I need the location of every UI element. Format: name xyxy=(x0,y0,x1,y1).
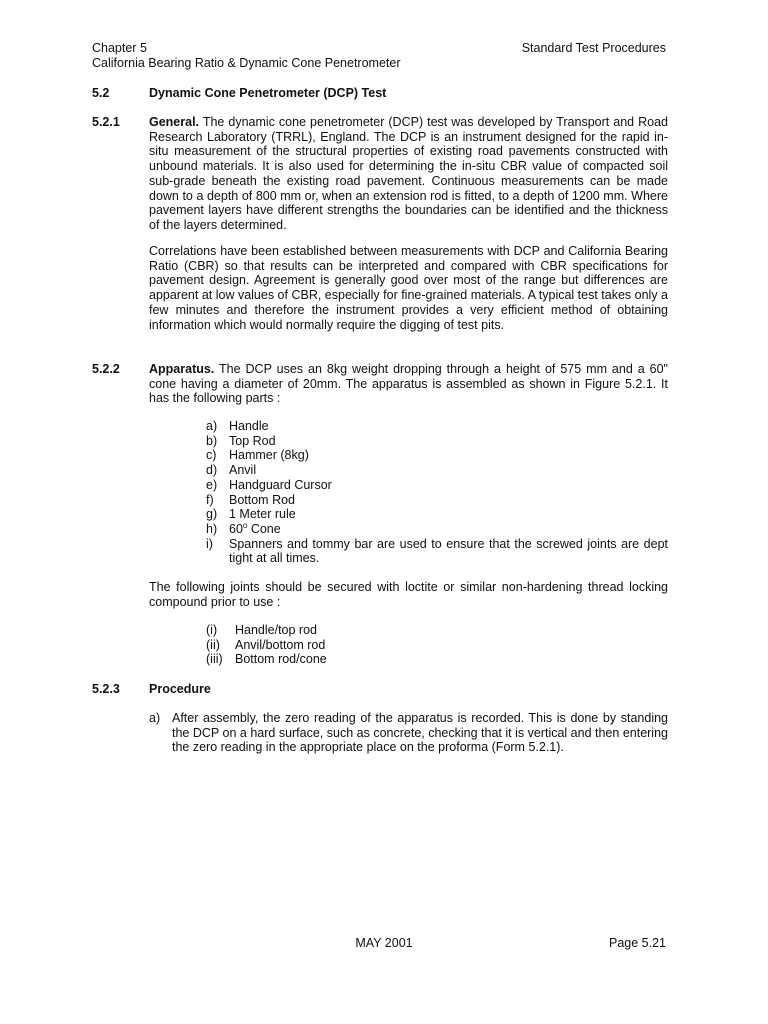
page-header-left xyxy=(92,41,400,70)
section-number: 5.2 xyxy=(92,86,110,100)
section-title: Procedure xyxy=(149,682,211,696)
list-item: g) 1 Meter rule xyxy=(206,507,296,522)
page-header-right: Standard Test Procedures xyxy=(521,41,666,55)
list-item: d) Anvil xyxy=(206,463,257,478)
section-5-2-1-para2 xyxy=(92,244,668,332)
chapter-label: Chapter 5 xyxy=(92,41,147,55)
joints-paragraph: The following joints should be secured with loctite or similar non-hardening thread locking compound prior to use : xyxy=(149,580,668,609)
list-item: i) Spanners and tommy bar are used to ensure that the screwed joints are dept tight at all times. xyxy=(206,536,668,566)
correlations-paragraph: Correlations have been established between measurements with DCP and California Bearing Ratio (CBR) so that results can be interpreted and compared with CBR specifications for pavement design. Agreement is generally good over most of the range but differences are apparent at low values of CBR, especially for fine-grained materials. A typical test takes only a few minutes and therefore the instrument provides a very efficient method of obtaining information which would normally require the digging of test pits. xyxy=(149,244,669,332)
section-5-2-heading xyxy=(92,86,668,101)
chapter-subtitle: California Bearing Ratio & Dynamic Cone Penetrometer xyxy=(92,55,401,70)
general-paragraph xyxy=(149,115,668,233)
procedure-list xyxy=(149,711,668,755)
list-item: (i) Handle/top rod xyxy=(206,623,318,637)
section-5-2-2 xyxy=(92,362,668,406)
section-5-2-1 xyxy=(92,115,668,233)
section-title: Dynamic Cone Penetrometer (DCP) Test xyxy=(149,86,387,100)
page-number: Page 5.21 xyxy=(609,936,666,950)
general-text: The dynamic cone penetrometer (DCP) test was developed by Transport and Road Research Laboratory (TRRL), England. The DCP is an instrument designed for the rapid in-situ measurement of the structural properties of existing road pavements constructed with unbound materials. It is also used for determining the in-situ CBR value of compacted soil sub-grade beneath the existing road pavement. Continuous measurements can be made down to a depth of 800 mm or, when an extension rod is fitted, to a depth of 1200 mm. Where pavement layers have different strengths the boundaries can be identified and the thickness of the layers determined. xyxy=(149,115,668,232)
list-item: b) Top Rod xyxy=(206,433,276,448)
apparatus-parts-list xyxy=(206,419,691,566)
list-item: a) After assembly, the zero reading of the apparatus is recorded. This is done by standing the DCP on a hard surface, such as concrete, checking that it is vertical and then entering the zero reading in the appropriate place on the proforma (Form 5.2.1). xyxy=(149,711,668,755)
general-lead: General. xyxy=(149,115,200,129)
apparatus-lead: Apparatus. xyxy=(149,362,215,376)
apparatus-paragraph xyxy=(149,362,668,406)
joints-list xyxy=(206,623,697,667)
list-item: f) Bottom Rod xyxy=(206,492,296,507)
list-item: (ii) Anvil/bottom rod xyxy=(206,637,326,652)
section-number: 5.2.3 xyxy=(92,682,120,696)
list-item: a) Handle xyxy=(206,419,269,433)
list-item: (iii) Bottom rod/cone xyxy=(206,652,327,667)
section-5-2-2-joints-intro xyxy=(92,580,668,609)
list-item: h) 60$^o$ Cone xyxy=(206,520,281,536)
footer-date: MAY 2001 xyxy=(355,936,413,950)
list-item: c) Hammer (8kg) xyxy=(206,448,309,463)
section-5-2-3-heading xyxy=(92,682,668,697)
section-number: 5.2.2 xyxy=(92,362,120,376)
degree-superscript: o xyxy=(242,520,248,530)
apparatus-text: The DCP uses an 8kg weight dropping through a height of 575 mm and a 60" cone having a diameter of 20mm. The apparatus is assembled as shown in Figure 5.2.1. It has the following parts : xyxy=(149,362,668,406)
list-item: e) Handguard Cursor xyxy=(206,477,332,492)
section-number: 5.2.1 xyxy=(92,115,120,129)
